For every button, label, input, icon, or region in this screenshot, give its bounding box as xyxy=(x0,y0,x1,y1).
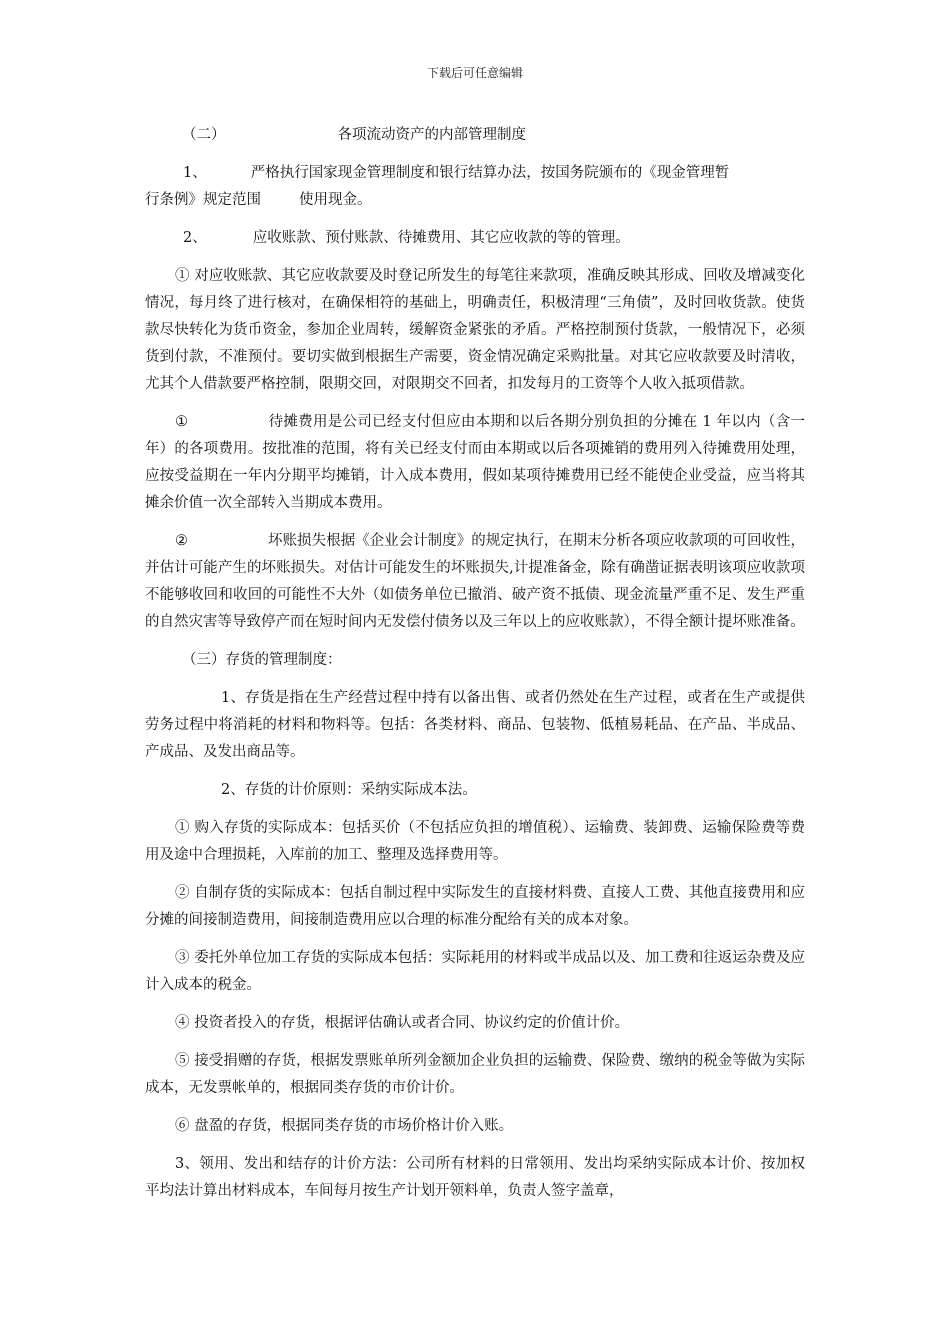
section-2-heading xyxy=(145,122,805,149)
bad-debt-text: 坏账损失根据《企业会计制度》的规定执行，在期末分析各项应收款项的可回收性，并估计可能产生的坏账损失。对估计可能发生的坏账损失,计提准备金，除有确凿证据表明该项应收款项不能够收回和收回的可能性不大外（如债务单位已撤消、破产资不抵债、现金流量严重不足、发生严重的自然灾害等导致停产而在短时间内无发偿付债务以及三年以上的应收账款），不得全额计提坏账准备。 xyxy=(145,533,805,630)
section-2-title: 各项流动资产的内部管理制度 xyxy=(337,127,526,143)
cost-investor: ④ 投资者投入的存货，根据评估确认或者合同、协议约定的价值计价。 xyxy=(175,1015,630,1031)
section-2-item-2 xyxy=(145,225,805,252)
section-2-item-1 xyxy=(145,160,805,214)
inventory-definition: 1、存货是指在生产经营过程中持有以备出售、或者仍然处在生产过程，或者在生产或提供劳务过程中将消耗的材料和物料等。包括：各类材料、商品、包装物、低植易耗品、在产品、半成品、产成品、及发出商品等。 xyxy=(145,690,805,760)
item-1-number: 1、 xyxy=(183,165,207,181)
document-body xyxy=(145,122,805,1205)
cost-outsourced: ③ 委托外单位加工存货的实际成本包括：实际耗用的材料或半成品以及、加工费和往返运杂费及应计入成本的税金。 xyxy=(145,950,805,993)
paragraph-receivables: ① 对应收账款、其它应收款要及时登记所发生的每笔往来款项，准确反映其形成、回收及增减变化情况，每月终了进行核对，在确保相符的基础上，明确责任，积极清理“三角债”，及时回收货款。使货款尽快转化为货币资金，参加企业周转，缓解资金紧张的矛盾。严格控制预付货款，一般情况下，必须货到付款，不准预付。要切实做到根据生产需要，资金情况确定采购批量。对其它应收款要及时清收，尤其个人借款要严格控制，限期交回，对限期交不回者，扣发每月的工资等个人收入抵项借款。 xyxy=(145,268,805,392)
paragraph-bad-debt xyxy=(145,528,805,636)
issue-valuation-method: 3、领用、发出和结存的计价方法：公司所有材料的日常领用、发出均采纳实际成本计价、按加权平均法计算出材料成本，车间每月按生产计划开领料单，负责人签字盖章， xyxy=(145,1156,805,1199)
item-1-line2b: 使用现金。 xyxy=(299,192,372,208)
inventory-valuation-principle: 2、存货的计价原则：采纳实际成本法。 xyxy=(221,782,477,798)
cost-self-made: ② 自制存货的实际成本：包括自制过程中实际发生的直接材料费、直接人工费、其他直接费用和应分摊的间接制造费用，间接制造费用应以合理的标准分配给有关的成本对象。 xyxy=(145,885,805,928)
page-header: 下载后可任意编辑 xyxy=(426,66,523,80)
cost-purchased: ① 购入存货的实际成本：包括买价（不包括应负担的增值税）、运输费、装卸费、运输保险费等费用及途中合理损耗，入库前的加工、整理及选择费用等。 xyxy=(145,820,805,863)
section-3-heading: （三）存货的管理制度： xyxy=(182,652,342,668)
paragraph-prepaid-expenses xyxy=(145,409,805,517)
item-2-number: 2、 xyxy=(183,230,207,246)
cost-donated: ⑤ 接受捐赠的存货，根据发票账单所列金额加企业负担的运输费、保险费、缴纳的税金等做为实际成本，无发票帐单的，根据同类存货的市价计价。 xyxy=(145,1053,805,1096)
item-1-line2a: 行条例》规定范围 xyxy=(145,192,261,208)
cost-surplus: ⑥ 盘盈的存货，根据同类存货的市场价格计价入账。 xyxy=(175,1118,514,1134)
section-2-number: （二） xyxy=(182,127,226,143)
bad-debt-number: ② xyxy=(175,533,189,549)
item-1-line1: 严格执行国家现金管理制度和银行结算办法，按国务院颁布的《现金管理暂 xyxy=(250,165,730,181)
prepaid-text: 待摊费用是公司已经支付但应由本期和以后各期分别负担的分摊在 1 年以内（含一年）的各项费用。按批准的范围，将有关已经支付而由本期或以后各项摊销的费用列入待摊费用处理，应按受益期在一年内分期平均摊销，计入成本费用，假如某项待摊费用已经不能使企业受益，应当将其摊余价值一次全部转入当期成本费用。 xyxy=(145,414,805,511)
prepaid-number: ① xyxy=(175,414,189,430)
item-2-text: 应收账款、预付账款、待摊费用、其它应收款的等的管理。 xyxy=(252,230,630,246)
